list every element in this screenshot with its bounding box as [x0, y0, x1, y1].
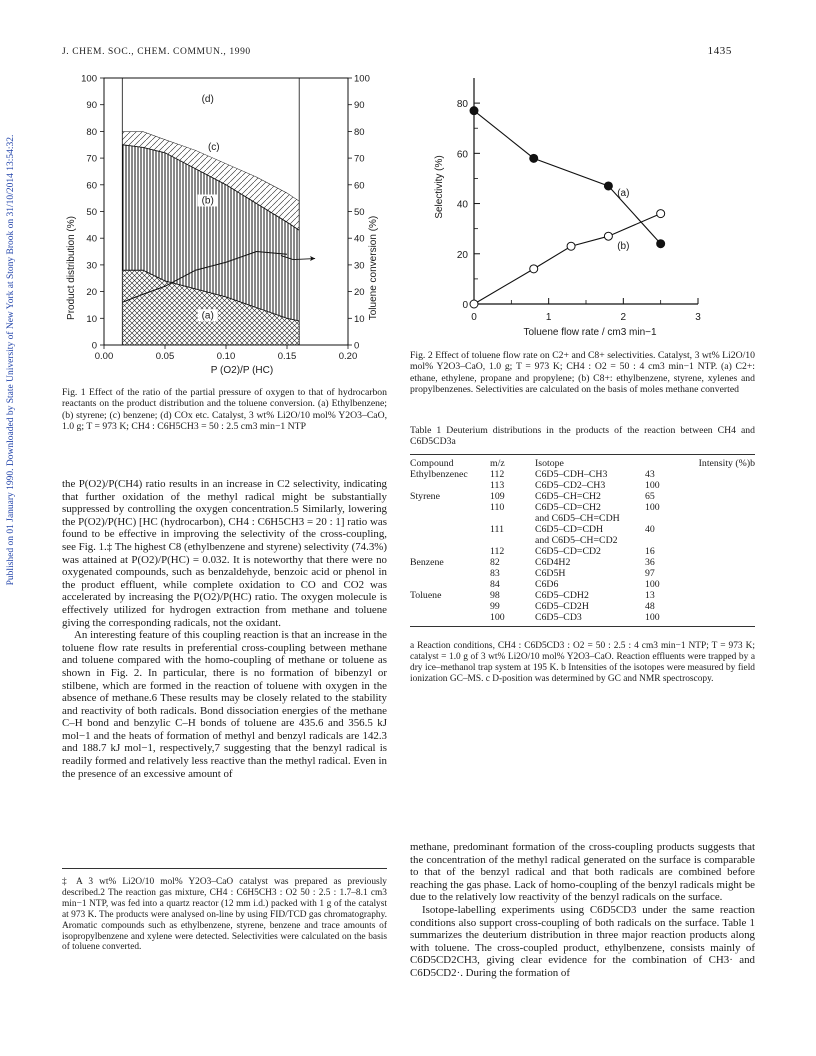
table-row — [410, 568, 755, 579]
figure-1-y-left-tick-label: 90 — [86, 100, 97, 112]
right-column-body — [410, 841, 755, 980]
figure-1-series-label: (b) — [201, 195, 214, 207]
figure-2-chart — [430, 72, 720, 347]
table-cell: C6D6 — [535, 578, 559, 590]
table-row — [410, 590, 755, 601]
figure-2-x-tick-label: 3 — [695, 312, 701, 323]
figure-2-data-point — [604, 182, 612, 190]
table-cell: 82 — [490, 556, 500, 568]
figure-2-plot-area — [457, 78, 701, 323]
table-row — [410, 535, 755, 546]
table-cell: C6D4H2 — [535, 556, 571, 568]
table-cell: 48 — [645, 600, 655, 612]
table-row — [410, 502, 755, 513]
figure-2-series-label: (a) — [617, 188, 630, 200]
figure-2-data-point — [567, 242, 575, 250]
table-cell: 100 — [645, 501, 660, 513]
figure-1-y-right-tick-label: 10 — [354, 313, 365, 325]
table-cell — [410, 524, 490, 535]
table-row — [410, 480, 755, 491]
figure-2-caption: Fig. 2 Effect of toluene flow rate on C2+ and C8+ selectivities. Catalyst, 3 wt% Li2O/10 mol% Y2O3–CaO, 1.0 g; T = 973 K; CH4 : O2 = 50 : 4 cm3 min−1 NTP. (a) C2+: ethane, ethylene, propane and propylene; (b) C8+: ethylbenzene, styrene, xylenes and propylbenzenes. Selectivities are calculated on the basis of moles methane converted — [410, 350, 755, 396]
table-cell: C6D5–CD3 — [535, 611, 582, 623]
figure-2-x-tick-label: 1 — [545, 312, 552, 323]
body-paragraph: Isotope-labelling experiments using C6D5CD3 under the same reaction conditions also support cross-coupling of both radicals on the surface. Table 1 summarizes the deuterium distribution in three major reaction products along with toluene. The cross-coupled product, ethylbenzene, consists mainly of C6D5CD2CH3, giving clear evidence for the combination of CH3· and C6D5CD2·. During the formation of — [410, 903, 755, 979]
table-cell — [410, 612, 490, 623]
figure-1-y-right-tick-label: 70 — [354, 153, 365, 165]
figure-1-x-label: P (O2)/P (HC) — [210, 365, 274, 376]
table-cell: 40 — [645, 523, 655, 535]
table-cell — [410, 480, 490, 491]
figure-1-y-left-tick-label: 50 — [86, 207, 97, 218]
figure-1-y-right-tick-label: 60 — [354, 180, 365, 192]
figure-1-y-right-tick-label: 20 — [354, 287, 365, 299]
table-cell — [645, 513, 755, 524]
table-cell: 113 — [490, 479, 505, 491]
table-cell: Styrene — [410, 490, 440, 502]
figure-2-x-tick-label: 0 — [471, 312, 477, 323]
table-cell: 100 — [645, 611, 660, 623]
table-1-header-cell: Compound — [410, 457, 454, 469]
table-cell: 65 — [645, 490, 655, 502]
table-cell: C6D5–CH=CH2 — [535, 490, 601, 502]
figure-2-y-tick-label: 80 — [456, 99, 468, 111]
table-row — [410, 601, 755, 612]
table-cell — [490, 513, 535, 524]
left-footnote: ‡ A 3 wt% Li2O/10 mol% Y2O3–CaO catalyst was prepared as previously described.2 The reaction gas mixture, CH4 : C6H5CH3 : O2 50 : 2.5 : 1.7–8.1 cm3 min−1 NTP, was fed into a quartz reactor (12 mm i.d.) packed with 1 g of the catalyst at 973 K. The products were analysed on-line by using FID/TCD gas chromatography. Aromatic compounds such as ethylbenzene, styrene, benzene and trace amounts of isopropylbenzene and xylene were detected. Selectivities were calculated on the basis of toluene converted. — [62, 877, 387, 953]
figure-1-y-left-tick-label: 60 — [86, 180, 97, 192]
table-row — [410, 557, 755, 568]
figure-1-y-right-tick-label: 90 — [354, 100, 365, 112]
running-header: J. CHEM. SOC., CHEM. COMMUN., 1990 — [62, 47, 251, 57]
table-cell: 100 — [490, 611, 505, 623]
table-cell — [410, 601, 490, 612]
figure-2-series-line — [474, 111, 661, 244]
table-cell: C6D5–CD=CD2 — [535, 545, 601, 557]
table-row — [410, 579, 755, 590]
table-cell: 98 — [490, 589, 500, 601]
table-cell: 84 — [490, 578, 500, 590]
table-cell — [410, 579, 490, 590]
table-row — [410, 612, 755, 623]
table-cell: C6D5–CD2–CH3 — [535, 479, 606, 491]
figure-1-y-left-tick-label: 70 — [86, 153, 97, 165]
figure-1-caption: Fig. 1 Effect of the ratio of the partial pressure of oxygen to that of hydrocarbon reactants on the product distribution and the toluene conversion. (a) Ethylbenzene; (b) styrene; (c) benzene; (d) COx etc. Catalyst, 3 wt% Li2O/10 mol% Y2O3–CaO, 1.0 g; T = 973 K; CH4 : C6H5CH3 = 50 : 2.5 cm3 min−1 NTP — [62, 387, 387, 433]
table-cell: and C6D5–CH=CD2 — [535, 534, 618, 546]
figure-2-data-point — [470, 107, 478, 115]
figure-1-y-left-tick-label: 100 — [81, 73, 97, 85]
figure-2-data-point — [657, 210, 665, 218]
table-cell: C6D5–CD=CDH — [535, 523, 604, 535]
table-1-footnote: a Reaction conditions, CH4 : C6D5CD3 : O2 = 50 : 2.5 : 4 cm3 min−1 NTP; T = 973 K; catalyst = 1.0 g of 3 wt% Li2O/10 mol% Y2O3–CaO. Reaction effluents were trapped by a dry ice–methanol trap system at 195 K. b Intensities of the isotopes were measured by field ionization GC–MS. c D-position was determined by GC and NMR spectroscopy. — [410, 640, 755, 684]
figure-1-y-right-tick-label: 0 — [354, 340, 360, 352]
body-paragraph: An interesting feature of this coupling reaction is that an increase in the toluene flow rate results in preferential cross-coupling between methane and toluene compared with the homo-coupling of methane or toluene as shown in Fig. 2. In particular, there is no formation of bibenzyl or stilbene, which are formed in the reaction of toluene with oxygen in the absence of methane.6 These results may be closely related to the stability and reactivity of both radicals. Bond dissociation energies of the methane C–H bond and benzylic C–H bonds of toluene are 435.6 and 356.5 kJ mol−1 and the heats of formation of methyl and benzyl radicals are 142.3 and 188.7 kJ mol−1, respectively,7 suggesting that the benzyl radical is readily formed and relatively less reactive than the methyl radical. Even in the presence of an excessive amount of — [62, 629, 387, 780]
figure-1-y-right-tick-label: 80 — [354, 126, 365, 138]
table-cell: C6D5H — [535, 567, 566, 579]
figure-1-x-tick-label: 0.20 — [338, 351, 358, 362]
table-cell: 99 — [490, 600, 500, 612]
table-cell: 111 — [490, 523, 504, 535]
table-1-header-cell: Intensity (%)b — [698, 457, 755, 469]
table-cell: C6D5–CD=CH2 — [535, 501, 601, 513]
table-cell: 109 — [490, 490, 505, 502]
figure-2-series-line — [474, 214, 661, 304]
table-1-header-row — [410, 458, 755, 469]
body-paragraph: methane, predominant formation of the cross-coupling products suggests that the concentration of the methyl radical generated on the surface is comparable to that of the benzyl radical and that both radicals are combined before reaching the gas phase. Lack of homo-coupling of the benzyl radicals might be due to the relatively low reactivity of the benzyl radicals on the surface. — [410, 841, 755, 904]
table-cell — [410, 535, 490, 546]
body-paragraph: the P(O2)/P(CH4) ratio results in an increase in C2 selectivity, indicating that further oxidation of the methyl radical might be substantially suppressed by controlling the oxygen concentration.5 Similarly, lowering the P(O2)/P(HC) [HC (hydrocarbon), CH4 : C6H5CH3 = 20 : 1] ratio was found to be effective in improving the selectivity of the cross-coupling, see Fig. 1.‡ The highest C8 (ethylbenzene and styrene) selectivity (74.3%) was attained at P(O2)/P(HC) = 0.032. It is noteworthy that there were no oxygenated compounds, such as benzaldehyde, benzoic acid or phenol in the product effluent, while complete oxidation to CO and CO2 was accelerated by increasing the P(O2)/P(HC) ratio. The oxygen molecule is effectively utilized for hydrogen extraction from methane and toluene giving the corresponding radicals, not the oxidant. — [62, 478, 387, 629]
figure-2-x-label: Toluene flow rate / cm3 min−1 — [523, 327, 657, 338]
figure-1-y-left-tick-label: 20 — [86, 287, 97, 299]
figure-2-series-label: (b) — [617, 240, 630, 252]
figure-2-data-point — [470, 300, 478, 308]
table-cell — [410, 568, 490, 579]
figure-2-data-point — [604, 232, 612, 240]
table-cell: 16 — [645, 545, 655, 557]
table-1-title: Table 1 Deuterium distributions in the products of the reaction between CH4 and C6D5CD3a — [410, 425, 755, 448]
table-row — [410, 513, 755, 524]
figure-1-x-tick-label: 0.00 — [94, 351, 114, 362]
figure-1-y-left-tick-label: 10 — [86, 313, 97, 325]
table-1-header-cell: m/z — [490, 457, 505, 469]
table-cell: 100 — [645, 578, 660, 590]
table-cell: Toluene — [410, 589, 442, 601]
download-watermark-text: Published on 01 January 1990. Downloaded by State University of New York at Stony Brook on 31/10/2014 13:54:32. — [6, 134, 16, 586]
page-number: 1435 — [707, 45, 732, 57]
figure-1-y-right-tick-label: 30 — [354, 260, 365, 272]
figure-1-series-label: (a) — [201, 310, 214, 322]
figure-1-y-left-tick-label: 40 — [86, 233, 97, 245]
table-1 — [410, 425, 755, 684]
table-cell: C6D5–CDH–CH3 — [535, 468, 608, 480]
download-watermark — [4, 60, 18, 660]
figure-2-y-label: Selectivity (%) — [434, 155, 445, 219]
figure-1-y-left-label: Product distribution (%) — [66, 216, 77, 320]
figure-1-y-left-tick-label: 80 — [86, 126, 97, 138]
table-cell: 13 — [645, 589, 655, 601]
figure-2-x-tick-label: 2 — [620, 312, 627, 323]
figure-1-y-right-tick-label: 100 — [354, 73, 370, 85]
figure-1-y-right-tick-label: 40 — [354, 233, 365, 245]
figure-1-series-label: (c) — [207, 142, 220, 154]
footnote-divider — [62, 868, 387, 869]
table-row — [410, 546, 755, 557]
figure-1-y-left-tick-label: 30 — [86, 260, 97, 272]
table-row — [410, 469, 755, 480]
figure-1-x-tick-label: 0.05 — [155, 351, 175, 362]
table-cell: 97 — [645, 567, 655, 579]
figure-2-data-point — [657, 240, 665, 248]
table-row — [410, 491, 755, 502]
figure-1-x-tick-label: 0.15 — [277, 351, 297, 362]
table-cell — [410, 502, 490, 513]
figure-1-y-right-tick-label: 50 — [354, 207, 365, 218]
table-row — [410, 524, 755, 535]
table-cell: 100 — [645, 479, 660, 491]
figure-1-y-left-tick-label: 0 — [91, 340, 97, 352]
table-cell — [490, 535, 535, 546]
table-cell: 36 — [645, 556, 655, 568]
table-cell — [410, 513, 490, 524]
table-cell — [645, 535, 755, 546]
figure-1-y-right-label: Toluene conversion (%) — [368, 215, 379, 321]
figure-2-data-point — [530, 154, 538, 162]
table-cell: 83 — [490, 567, 500, 579]
table-cell: Benzene — [410, 556, 444, 568]
table-1-header-cell: Isotope — [535, 457, 564, 469]
figure-1-plot-area — [81, 74, 370, 363]
figure-2-y-tick-label: 40 — [456, 199, 468, 211]
table-cell: 43 — [645, 468, 655, 480]
table-cell: 112 — [490, 545, 505, 557]
figure-2-data-point — [530, 265, 538, 273]
table-cell: Ethylbenzenec — [410, 468, 468, 480]
figure-1-chart — [62, 68, 392, 383]
table-cell: C6D5–CDH2 — [535, 589, 589, 601]
figure-2-y-tick-label: 0 — [462, 300, 468, 311]
figure-2-y-tick-label: 60 — [456, 149, 468, 161]
table-cell: C6D5–CD2H — [535, 600, 589, 612]
figure-1-series-label: (d) — [201, 94, 214, 106]
figure-2-y-tick-label: 20 — [456, 249, 468, 261]
table-cell — [410, 546, 490, 557]
table-cell: and C6D5–CH=CDH — [535, 512, 620, 524]
left-column-body — [62, 478, 387, 780]
figure-1-x-tick-label: 0.10 — [216, 351, 236, 362]
table-cell: 112 — [490, 468, 505, 480]
table-1-grid — [410, 458, 755, 623]
table-cell: 110 — [490, 501, 505, 513]
